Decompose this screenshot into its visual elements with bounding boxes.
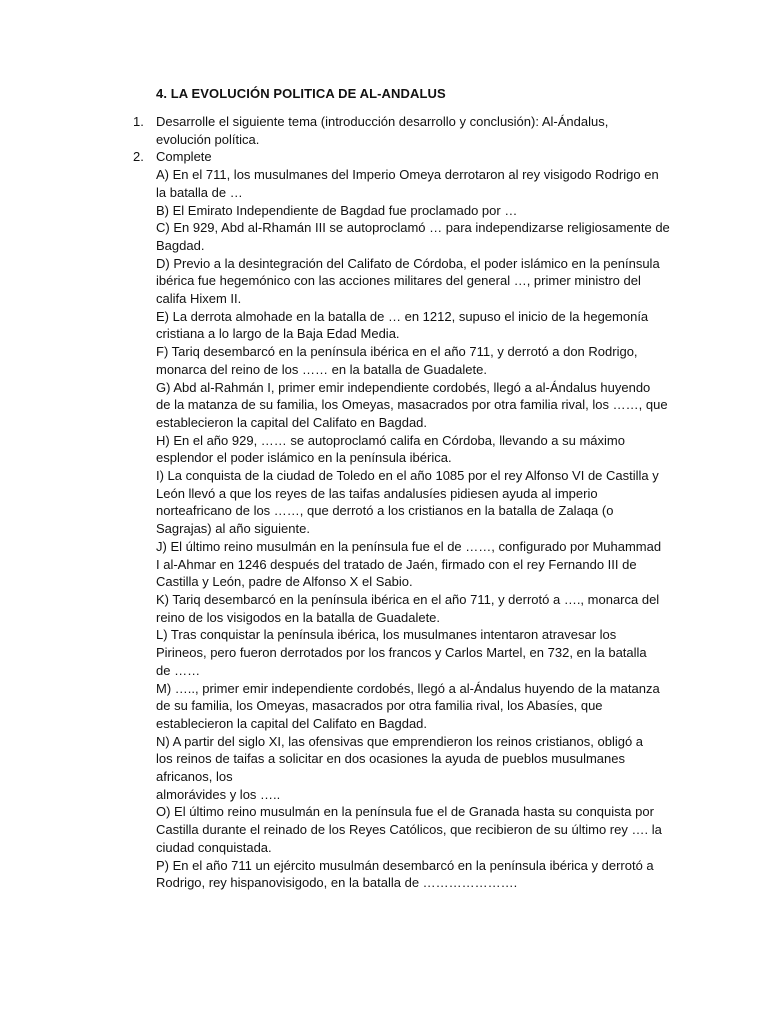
text-line: almorávides y los …..: [156, 786, 281, 802]
text-line: la batalla de …: [156, 184, 243, 200]
text-line: africanos, los: [156, 769, 233, 785]
text-line: Castilla durante el reinado de los Reyes Católicos, que recibieron de su último rey …. la: [156, 822, 662, 838]
text-line: de su familia, los Omeyas, masacrados por otra familia rival, los Abasíes, que: [156, 698, 603, 714]
text-line: Rodrigo, rey hispanovisigodo, en la batalla de ………………….: [156, 875, 518, 891]
text-line: M) ….., primer emir independiente cordobés, llegó a al-Ándalus huyendo de la matanza: [156, 680, 660, 696]
text-line: J) El último reino musulmán en la península fue el de ……, configurado por Muhammad: [156, 538, 662, 554]
text-line: califa Hixem II.: [156, 291, 242, 307]
text-line: B) El Emirato Independiente de Bagdad fue proclamado por …: [156, 202, 518, 218]
text-line: A) En el 711, los musulmanes del Imperio Omeya derrotaron al rey visigodo Rodrigo en: [156, 167, 659, 183]
text-line: norteafricano de los ……, que derrotó a los cristianos en la batalla de Zalaqa (o: [156, 503, 614, 519]
text-line: C) En 929, Abd al-Rhamán III se autoproclamó … para independizarse religiosamente de: [156, 220, 670, 236]
text-line: cristiana a lo largo de la Baja Edad Media.: [156, 326, 400, 342]
text-line: los reinos de taifas a solicitar en dos ocasiones la ayuda de pueblos musulmanes: [156, 751, 625, 767]
text-line: K) Tariq desembarcó en la península ibérica en el año 711, y derrotó a …., monarca del: [156, 591, 660, 607]
text-line: I al-Ahmar en 1246 después del tratado de Jaén, firmado con el rey Fernando III de: [156, 556, 637, 572]
text-line: E) La derrota almohade en la batalla de … en 1212, supuso el inicio de la hegemonía: [156, 308, 649, 324]
text-line: esplendor el poder islámico en la península ibérica.: [156, 450, 452, 466]
text-line: L) Tras conquistar la península ibérica, los musulmanes intentaron atravesar los: [156, 627, 617, 643]
text-line: monarca del reino de los …… en la batalla de Guadalete.: [156, 361, 487, 377]
text-line: N) A partir del siglo XI, las ofensivas que emprendieron los reinos cristianos, obligó a: [156, 733, 644, 749]
text-line: evolución política.: [156, 131, 260, 147]
text-line: I) La conquista de la ciudad de Toledo en el año 1085 por el rey Alfonso VI de Castilla y: [156, 468, 659, 484]
text-line: H) En el año 929, …… se autoproclamó califa en Córdoba, llevando a su máximo: [156, 432, 625, 448]
list-item-text: [156, 148, 670, 892]
text-line: ciudad conquistada.: [156, 839, 272, 855]
document-title: 4. LA EVOLUCIÓN POLITICA DE AL-ANDALUS: [156, 86, 446, 101]
text-line: O) El último reino musulmán en la península fue el de Granada hasta su conquista por: [156, 804, 654, 820]
text-line: Castilla y León, padre de Alfonso X el Sabio.: [156, 574, 413, 590]
text-line: Bagdad.: [156, 237, 205, 253]
text-line: de ……: [156, 662, 201, 678]
text-line: de la matanza de su familia, los Omeyas, masacrados por otra familia rival, los ……, que: [156, 397, 668, 413]
list-item-number: 1.: [133, 114, 144, 129]
list-item-number: 2.: [133, 149, 144, 165]
text-line: establecieron la capital del Califato en Bagdad.: [156, 414, 428, 430]
text-line: Sagrajas) al año siguiente.: [156, 521, 310, 537]
text-line: Pirineos, pero fueron derrotados por los francos y Carlos Martel, en 732, en la batalla: [156, 645, 647, 661]
text-line: Complete: [156, 149, 212, 165]
text-line: D) Previo a la desintegración del Califato de Córdoba, el poder islámico en la península: [156, 255, 660, 271]
numbered-list: [0, 113, 768, 892]
text-line: F) Tariq desembarcó en la península ibérica en el año 711, y derrotó a don Rodrigo,: [156, 344, 638, 360]
text-line: P) En el año 711 un ejército musulmán desembarcó en la península ibérica y derrotó a: [156, 857, 654, 873]
text-line: reino de los visigodos en la batalla de Guadalete.: [156, 609, 441, 625]
text-line: León llevó a que los reyes de las taifas andalusíes pidiesen ayuda al imperio: [156, 485, 598, 501]
text-line: ibérica fue hegemónico con las acciones militares del general …, primer ministro del: [156, 273, 641, 289]
list-item-2: [0, 148, 768, 892]
list-item-text: [156, 113, 666, 148]
text-line: G) Abd al-Rahmán I, primer emir independiente cordobés, llegó a al-Ándalus huyendo: [156, 379, 651, 395]
text-line: Desarrolle el siguiente tema (introducción desarrollo y conclusión): Al-Ándalus,: [156, 114, 609, 129]
list-item-1: [0, 113, 768, 148]
text-line: establecieron la capital del Califato en Bagdad.: [156, 715, 428, 731]
